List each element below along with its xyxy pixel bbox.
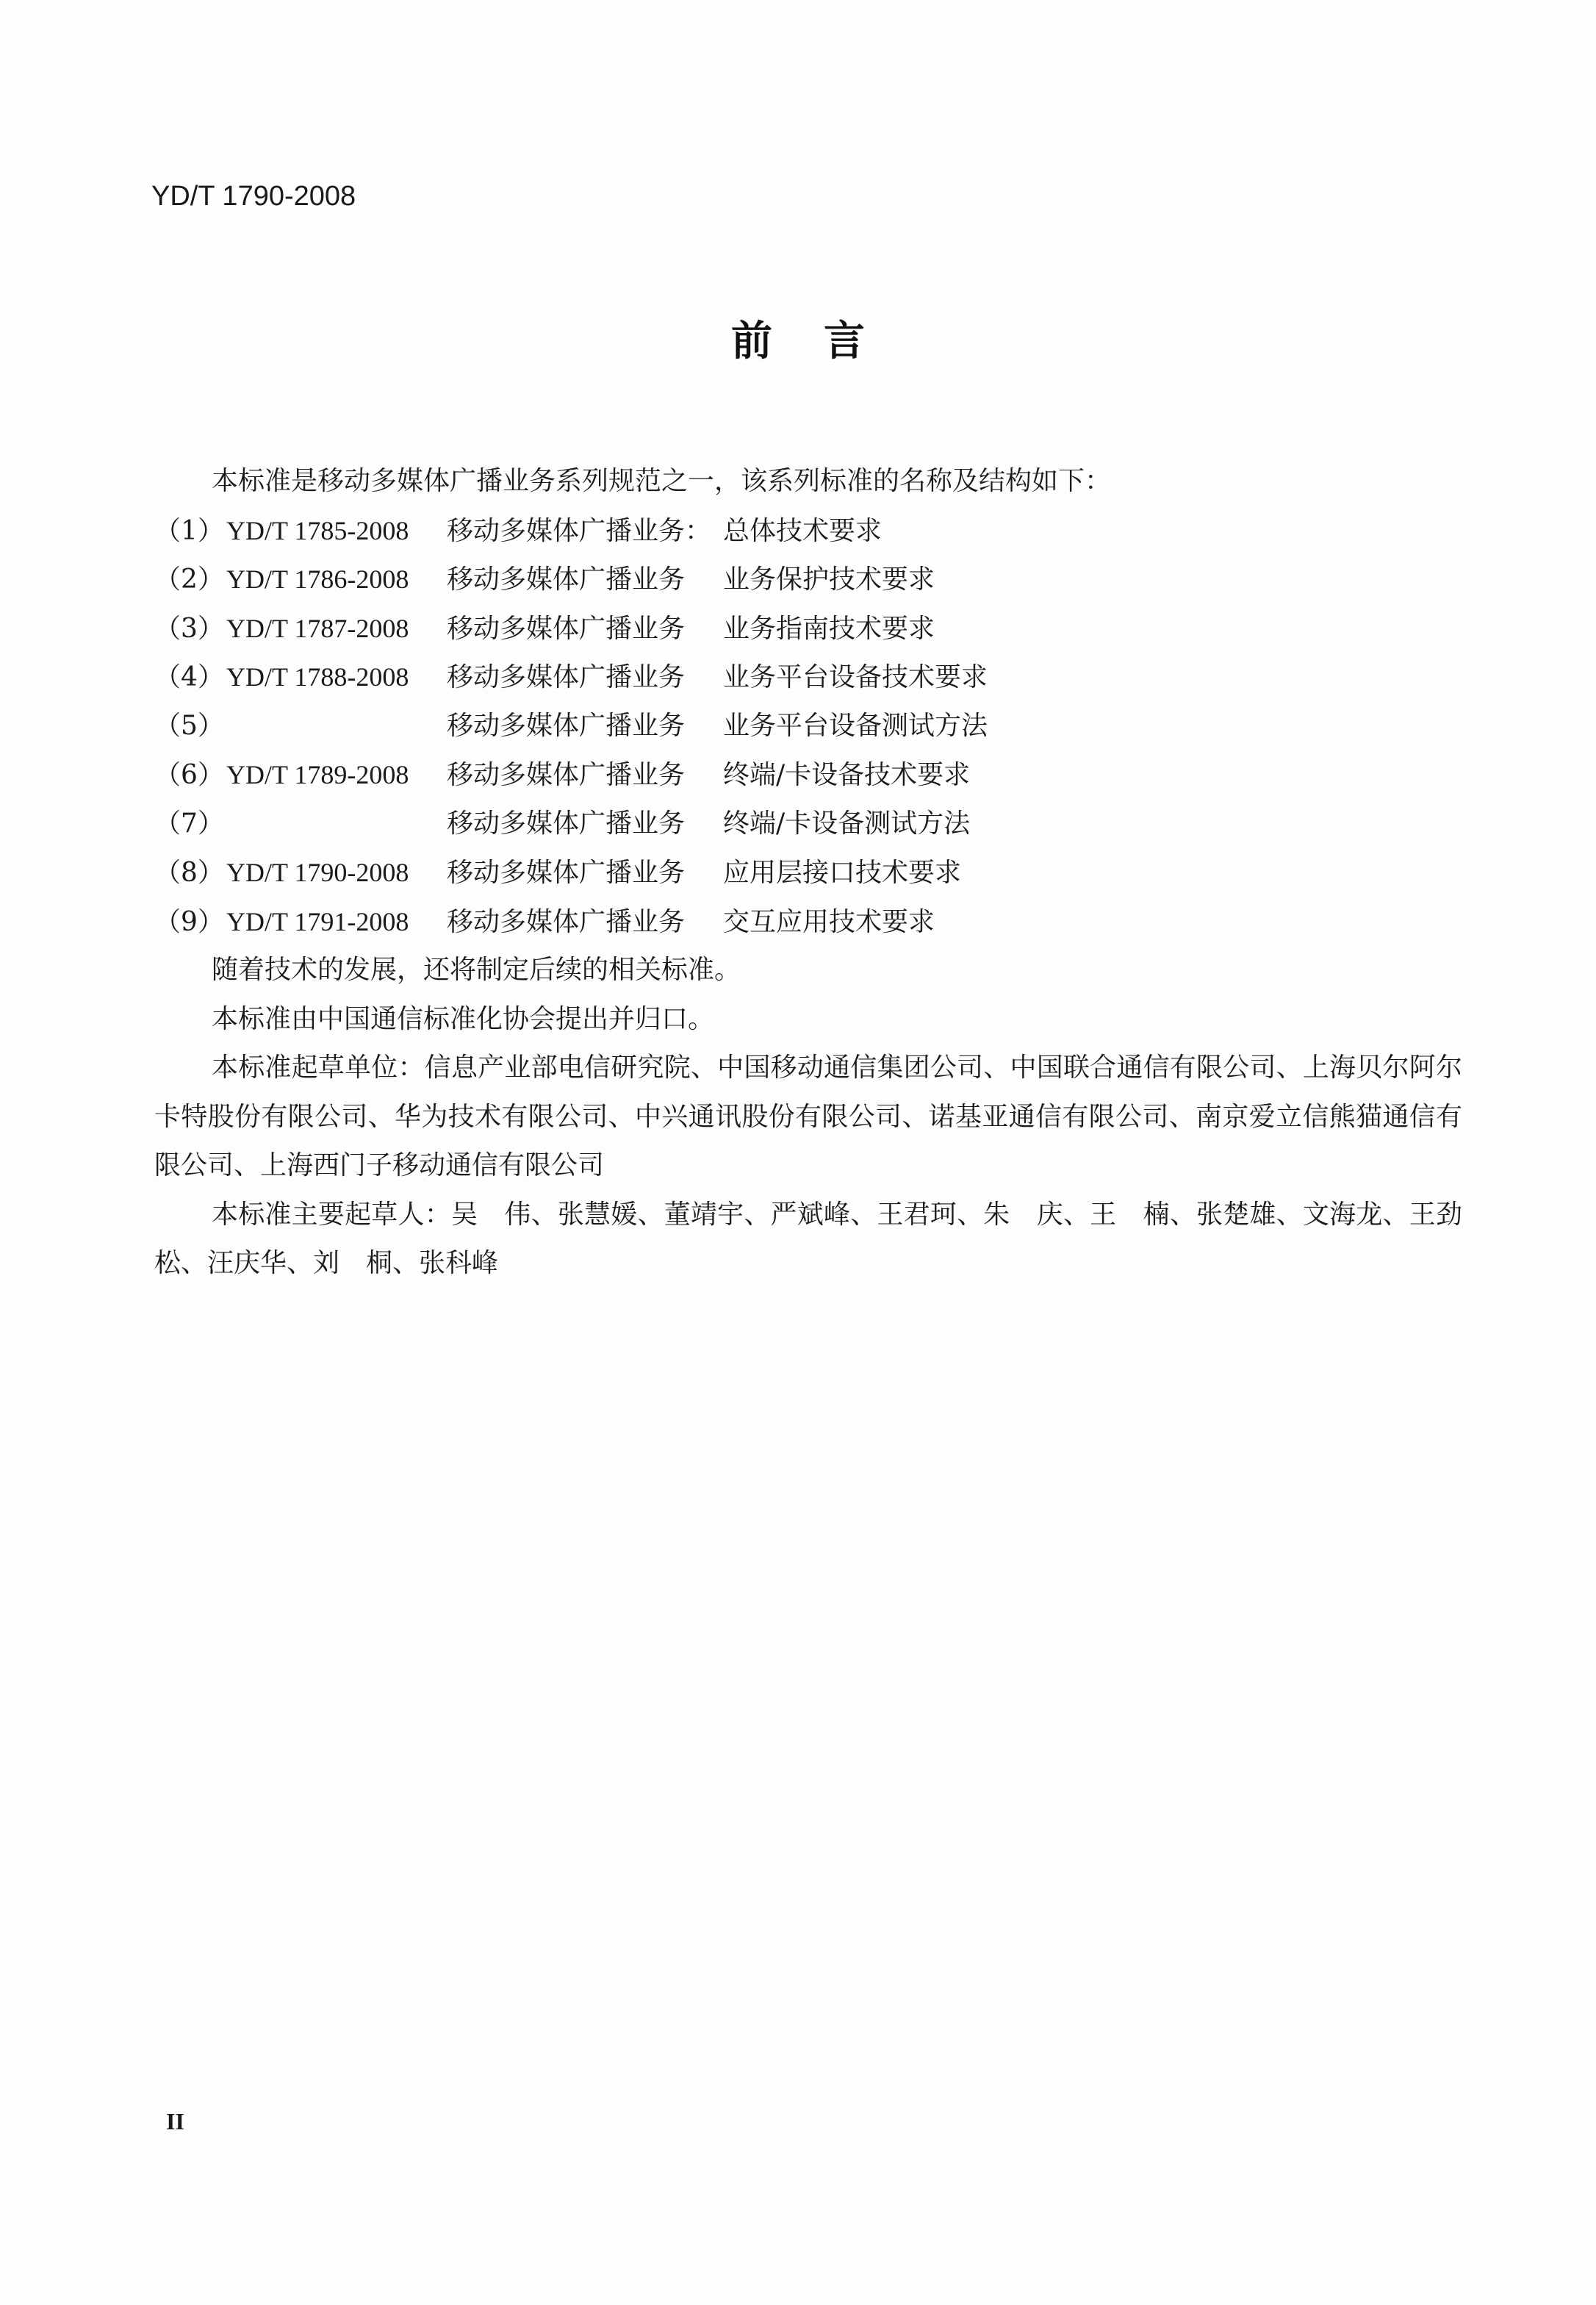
list-item: [154, 702, 1462, 751]
list-item-code: YD/T 1791-2008: [226, 906, 409, 936]
list-item-number: （1）: [154, 515, 224, 546]
main-drafters-paragraph: 本标准主要起草人：吴 伟、张慧媛、董靖宇、严斌峰、王君珂、朱 庆、王 楠、张楚雄、文海龙、王劲松、汪庆华、刘 桐、张科峰: [154, 1199, 1462, 1278]
drafting-units-paragraph: 本标准起草单位：信息产业部电信研究院、中国移动通信集团公司、中国联合通信有限公司、上海贝尔阿尔卡特股份有限公司、华为技术有限公司、中兴通讯股份有限公司、诺基亚通信有限公司、南京爱立信熊猫通信有限公司、上海西门子移动通信有限公司: [154, 1053, 1462, 1180]
list-item-number: （9）: [154, 906, 224, 937]
list-item-part: 业务平台设备技术要求: [723, 662, 988, 692]
list-item-code: YD/T 1786-2008: [226, 564, 409, 594]
list-item-number: （4）: [154, 662, 224, 692]
list-item-code: YD/T 1789-2008: [226, 760, 409, 789]
page-title: 前言: [731, 318, 916, 365]
list-item-code: YD/T 1787-2008: [226, 613, 409, 643]
list-item-series: 移动多媒体广播业务: [447, 808, 686, 839]
list-item-number: （8）: [154, 858, 224, 888]
list-item-series: 移动多媒体广播业务: [447, 564, 686, 595]
list-item-number: （5）: [154, 710, 224, 741]
list-item-code: YD/T 1790-2008: [226, 858, 409, 887]
list-item-number: （3）: [154, 613, 224, 644]
list-item: [154, 604, 1462, 653]
list-item-series: 移动多媒体广播业务: [447, 613, 686, 644]
list-item: [154, 506, 1462, 556]
list-item-part: 交互应用技术要求: [723, 906, 935, 937]
list-item-part: 业务保护技术要求: [723, 564, 935, 595]
list-item-code: YD/T 1785-2008: [226, 515, 409, 545]
followup-paragraph: 随着技术的发展，还将制定后续的相关标准。: [212, 955, 741, 985]
proposer-paragraph: 本标准由中国通信标准化协会提出并归口。: [212, 1003, 715, 1034]
list-item: [154, 653, 1462, 702]
foreword-body: [154, 457, 1462, 1288]
list-item-number: （6）: [154, 760, 224, 790]
standards-list: [154, 506, 1462, 947]
list-item-part: 总体技术要求: [723, 515, 883, 546]
list-item-number: （7）: [154, 808, 224, 839]
list-item-code: YD/T 1788-2008: [226, 662, 409, 692]
page-number: II: [166, 2108, 184, 2134]
list-item-series: 移动多媒体广播业务：: [447, 515, 712, 546]
list-item: [154, 800, 1462, 849]
list-item-part: 业务指南技术要求: [723, 613, 935, 644]
list-item-series: 移动多媒体广播业务: [447, 906, 686, 937]
document-code-header: YD/T 1790-2008: [151, 181, 356, 212]
list-item: [154, 750, 1462, 800]
list-item-series: 移动多媒体广播业务: [447, 662, 686, 692]
list-item-series: 移动多媒体广播业务: [447, 760, 686, 790]
list-item-part: 终端/卡设备测试方法: [723, 808, 971, 839]
intro-paragraph: 本标准是移动多媒体广播业务系列规范之一，该系列标准的名称及结构如下：: [212, 466, 1112, 496]
list-item: [154, 555, 1462, 604]
list-item: [154, 848, 1462, 897]
list-item-series: 移动多媒体广播业务: [447, 710, 686, 741]
list-item-part: 终端/卡设备技术要求: [723, 760, 971, 790]
list-item-series: 移动多媒体广播业务: [447, 858, 686, 888]
list-item-part: 应用层接口技术要求: [723, 858, 962, 888]
list-item-part: 业务平台设备测试方法: [723, 710, 988, 741]
list-item-number: （2）: [154, 564, 224, 595]
list-item: [154, 897, 1462, 947]
